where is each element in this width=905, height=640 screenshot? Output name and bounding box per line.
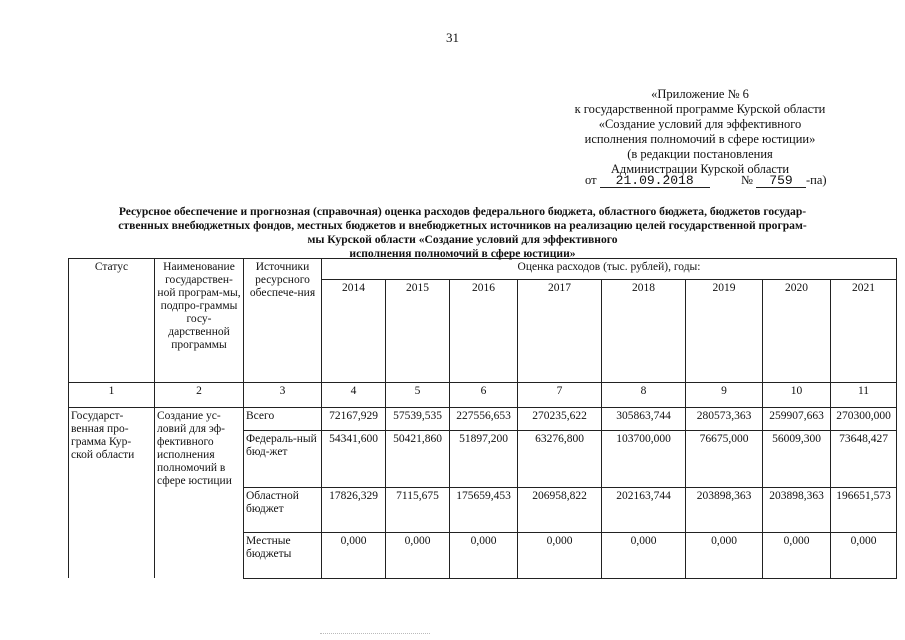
- value-cell: 202163,744: [602, 488, 686, 533]
- index-cell: 3: [244, 383, 322, 408]
- value-cell: 0,000: [450, 533, 518, 578]
- value-cell: 72167,929: [322, 408, 386, 431]
- source-cell: Федераль-ный бюд-жет: [244, 430, 322, 488]
- value-cell: 51897,200: [450, 430, 518, 488]
- header-program-name: Наименование государствен-ной програм-мы, подпро-граммы госу-дарственной программы: [155, 259, 244, 383]
- appendix-line: Администрации Курской области: [610, 162, 790, 176]
- program-name-cell: Создание ус-ловий для эф-фективного исполнения полномочий в сфере юстиции: [155, 408, 244, 579]
- budget-table: [68, 258, 897, 579]
- value-cell: 0,000: [763, 533, 831, 578]
- value-cell: 280573,363: [686, 408, 763, 431]
- value-cell: 0,000: [518, 533, 602, 578]
- year-cell: 2016: [450, 280, 518, 383]
- appendix-line: (в редакции постановления: [627, 147, 773, 161]
- value-cell: 203898,363: [763, 488, 831, 533]
- value-cell: 206958,822: [518, 488, 602, 533]
- index-cell: 1: [69, 383, 155, 408]
- value-cell: 270235,622: [518, 408, 602, 431]
- header-row: [69, 259, 897, 280]
- value-cell: 227556,653: [450, 408, 518, 431]
- value-cell: 0,000: [386, 533, 450, 578]
- index-cell: 5: [386, 383, 450, 408]
- value-cell: 56009,300: [763, 430, 831, 488]
- index-cell: 8: [602, 383, 686, 408]
- value-cell: 270300,000: [831, 408, 897, 431]
- value-cell: 50421,860: [386, 430, 450, 488]
- year-cell: 2021: [831, 280, 897, 383]
- year-cell: 2019: [686, 280, 763, 383]
- value-cell: 305863,744: [602, 408, 686, 431]
- status-cell: Государст-венная про-грамма Кур-ской области: [69, 408, 155, 579]
- value-cell: 0,000: [686, 533, 763, 578]
- title-line: мы Курской области «Создание условий для эффективного: [307, 233, 618, 246]
- scan-artifact-line: [320, 633, 430, 634]
- index-cell: 10: [763, 383, 831, 408]
- title-line: ственных внебюджетных фондов, местных бюджетов и внебюджетных источников на реализацию целей государственной програм-: [118, 219, 807, 232]
- value-cell: 103700,000: [602, 430, 686, 488]
- year-cell: 2020: [763, 280, 831, 383]
- value-cell: 0,000: [831, 533, 897, 578]
- index-cell: 4: [322, 383, 386, 408]
- value-cell: 73648,427: [831, 430, 897, 488]
- index-cell: 11: [831, 383, 897, 408]
- source-cell: Всего: [244, 408, 322, 431]
- index-cell: 6: [450, 383, 518, 408]
- value-cell: 7115,675: [386, 488, 450, 533]
- page-number: 31: [446, 30, 459, 45]
- value-cell: 175659,453: [450, 488, 518, 533]
- appendix-header: [560, 87, 840, 177]
- decree-date: 21.09.2018: [600, 174, 710, 188]
- value-cell: 203898,363: [686, 488, 763, 533]
- year-cell: 2017: [518, 280, 602, 383]
- value-cell: 0,000: [602, 533, 686, 578]
- value-cell: 17826,329: [322, 488, 386, 533]
- appendix-line: «Создание условий для эффективного: [598, 117, 802, 131]
- column-index-row: [69, 383, 897, 408]
- appendix-line: к государственной программе Курской области: [574, 102, 826, 116]
- appendix-line: исполнения полномочий в сфере юстиции»: [584, 132, 816, 146]
- decree-number-label: №: [740, 173, 753, 187]
- header-status: Статус: [69, 259, 155, 383]
- value-cell: 76675,000: [686, 430, 763, 488]
- value-cell: 259907,663: [763, 408, 831, 431]
- year-cell: 2014: [322, 280, 386, 383]
- header-source: Источники ресурсного обеспече-ния: [244, 259, 322, 383]
- value-cell: 0,000: [322, 533, 386, 578]
- decree-reference: [585, 173, 827, 188]
- year-cell: 2015: [386, 280, 450, 383]
- index-cell: 7: [518, 383, 602, 408]
- header-estimate: Оценка расходов (тыс. рублей), годы:: [322, 259, 897, 280]
- value-cell: 57539,535: [386, 408, 450, 431]
- value-cell: 54341,600: [322, 430, 386, 488]
- decree-number: 759: [756, 174, 806, 188]
- title-line: исполнения полномочий в сфере юстиции»: [349, 247, 576, 260]
- index-cell: 2: [155, 383, 244, 408]
- decree-from-label: от: [585, 173, 597, 187]
- decree-suffix: -па): [806, 173, 827, 187]
- index-cell: 9: [686, 383, 763, 408]
- table-row: [69, 408, 897, 431]
- title-line: Ресурсное обеспечение и прогнозная (справочная) оценка расходов федерального бюджета, областного бюджета, бюджетов государ-: [118, 205, 807, 218]
- source-cell: Местные бюджеты: [244, 533, 322, 578]
- appendix-line: «Приложение № 6: [651, 87, 749, 101]
- document-title: [70, 205, 855, 261]
- value-cell: 63276,800: [518, 430, 602, 488]
- value-cell: 196651,573: [831, 488, 897, 533]
- source-cell: Областной бюджет: [244, 488, 322, 533]
- year-cell: 2018: [602, 280, 686, 383]
